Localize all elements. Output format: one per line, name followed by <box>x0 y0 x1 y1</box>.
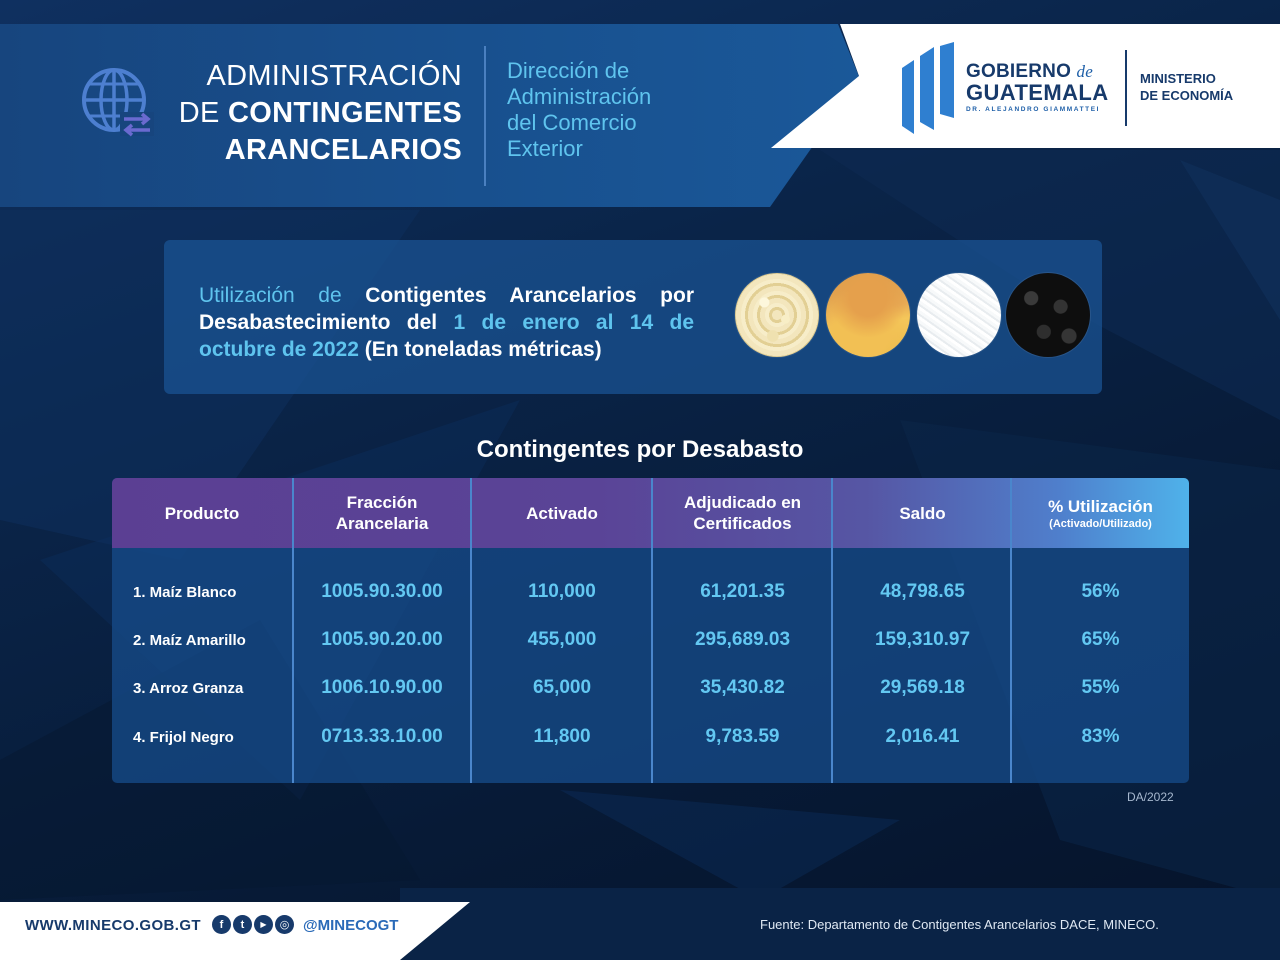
table-title: Contingentes por Desabasto <box>476 436 804 463</box>
header-cell-activado <box>472 478 652 548</box>
cell-fraccion: 1005.90.30.00 <box>321 581 443 602</box>
logo-divider <box>1125 50 1127 126</box>
guatemala-flag-bars-icon <box>902 42 954 136</box>
header-label: Activado <box>526 503 598 523</box>
cell-adjudicado: 9,783.59 <box>705 726 780 747</box>
twitter-icon[interactable]: t <box>233 915 252 934</box>
cell-adjudicado: 295,689.03 <box>694 629 791 650</box>
header-label: Saldo <box>899 503 946 523</box>
table-row <box>112 664 1189 712</box>
gob-president: DR. ALEJANDRO GIAMMATTEI <box>966 106 1101 113</box>
ministry-name <box>1140 70 1233 104</box>
header-cell-adjudicado <box>652 478 833 548</box>
banner-part-3: 1 de enero al 14 de octubre de 2022 <box>199 311 694 361</box>
direction-line: Exterior <box>507 136 583 161</box>
facebook-icon[interactable]: f <box>212 915 231 934</box>
cell-activado: 11,800 <box>533 726 591 747</box>
cell-adjudicado: 61,201.35 <box>700 581 785 602</box>
header-label: Fracción Arancelaria <box>335 493 429 533</box>
header-label: Adjudicado en Certificados <box>683 493 802 533</box>
direction-line: del Comercio <box>507 110 637 135</box>
title-line-2-prefix: DE <box>178 97 228 129</box>
yellow-corn-icon <box>826 273 910 357</box>
cell-fraccion: 1006.10.90.00 <box>321 677 443 698</box>
cell-activado: 455,000 <box>527 629 597 650</box>
direction-line: Administración <box>507 84 652 109</box>
cell-saldo: 2,016.41 <box>885 726 960 747</box>
document-code: DA/2022 <box>1127 790 1174 804</box>
cell-saldo: 48,798.65 <box>880 581 965 602</box>
ministry-line-2: DE ECONOMÍA <box>1140 88 1234 103</box>
header-cell-fraccion <box>292 478 472 548</box>
header-cell-saldo <box>833 478 1012 548</box>
cell-utilizacion: 83% <box>1081 726 1120 747</box>
quota-table <box>112 478 1189 783</box>
cell-utilizacion: 55% <box>1081 677 1120 698</box>
ministry-line-1: MINISTERIO <box>1140 71 1216 86</box>
title-line-1: ADMINISTRACIÓN <box>206 60 462 92</box>
header-divider <box>484 46 486 186</box>
gob-de: de <box>1076 62 1093 81</box>
cell-product: 2. Maíz Amarillo <box>133 631 246 649</box>
banner-part-1: Utilización de <box>199 284 366 307</box>
cell-fraccion: 1005.90.20.00 <box>321 629 443 650</box>
social-icons <box>212 915 294 934</box>
cell-adjudicado: 35,430.82 <box>700 677 785 698</box>
header-cell-utilizacion <box>1012 478 1189 548</box>
website-link[interactable]: WWW.MINECO.GOB.GT <box>25 917 201 934</box>
instagram-icon[interactable]: ◎ <box>275 915 294 934</box>
cell-utilizacion: 56% <box>1081 581 1120 602</box>
program-title <box>120 58 462 169</box>
cell-product: 3. Arroz Granza <box>133 679 244 697</box>
direction-name <box>507 58 737 162</box>
header-label: % Utilización <box>1048 496 1153 516</box>
header-cell-producto <box>112 478 292 548</box>
direction-line: Dirección de <box>507 58 630 83</box>
government-logo-text <box>966 62 1109 113</box>
title-line-2 <box>120 95 462 132</box>
gob-line-1: GOBIERNO <box>966 61 1072 82</box>
cell-saldo: 29,569.18 <box>880 677 965 698</box>
rice-icon <box>917 273 1001 357</box>
youtube-icon[interactable]: ▶ <box>254 915 273 934</box>
title-line-3: ARANCELARIOS <box>224 134 462 166</box>
banner-part-4: (En toneladas métricas) <box>364 338 602 361</box>
banner-part-2: Contigentes Arancelarios por Desabastecimiento del <box>199 284 694 334</box>
cell-utilizacion: 65% <box>1081 629 1120 650</box>
cell-activado: 65,000 <box>532 677 592 698</box>
social-handle[interactable]: @MINECOGT <box>303 917 399 934</box>
cell-saldo: 159,310.97 <box>874 629 971 650</box>
black-bean-icon <box>1006 273 1090 357</box>
table-row <box>112 713 1189 761</box>
cell-fraccion: 0713.33.10.00 <box>321 726 443 747</box>
cell-activado: 110,000 <box>528 581 596 602</box>
header-sublabel: (Activado/Utilizado) <box>1049 517 1152 530</box>
banner-text <box>199 282 694 363</box>
gob-line-2: GUATEMALA <box>966 80 1109 105</box>
table-row <box>112 616 1189 664</box>
source-note: Fuente: Departamento de Contigentes Arancelarios DACE, MINECO. <box>760 917 1159 932</box>
header-label: Producto <box>164 503 240 523</box>
white-corn-icon <box>735 273 819 357</box>
title-line-2-bold: CONTINGENTES <box>228 97 462 129</box>
table-row <box>112 568 1189 616</box>
cell-product: 1. Maíz Blanco <box>133 583 237 601</box>
cell-product: 4. Frijol Negro <box>133 728 234 746</box>
info-banner <box>164 240 1102 394</box>
